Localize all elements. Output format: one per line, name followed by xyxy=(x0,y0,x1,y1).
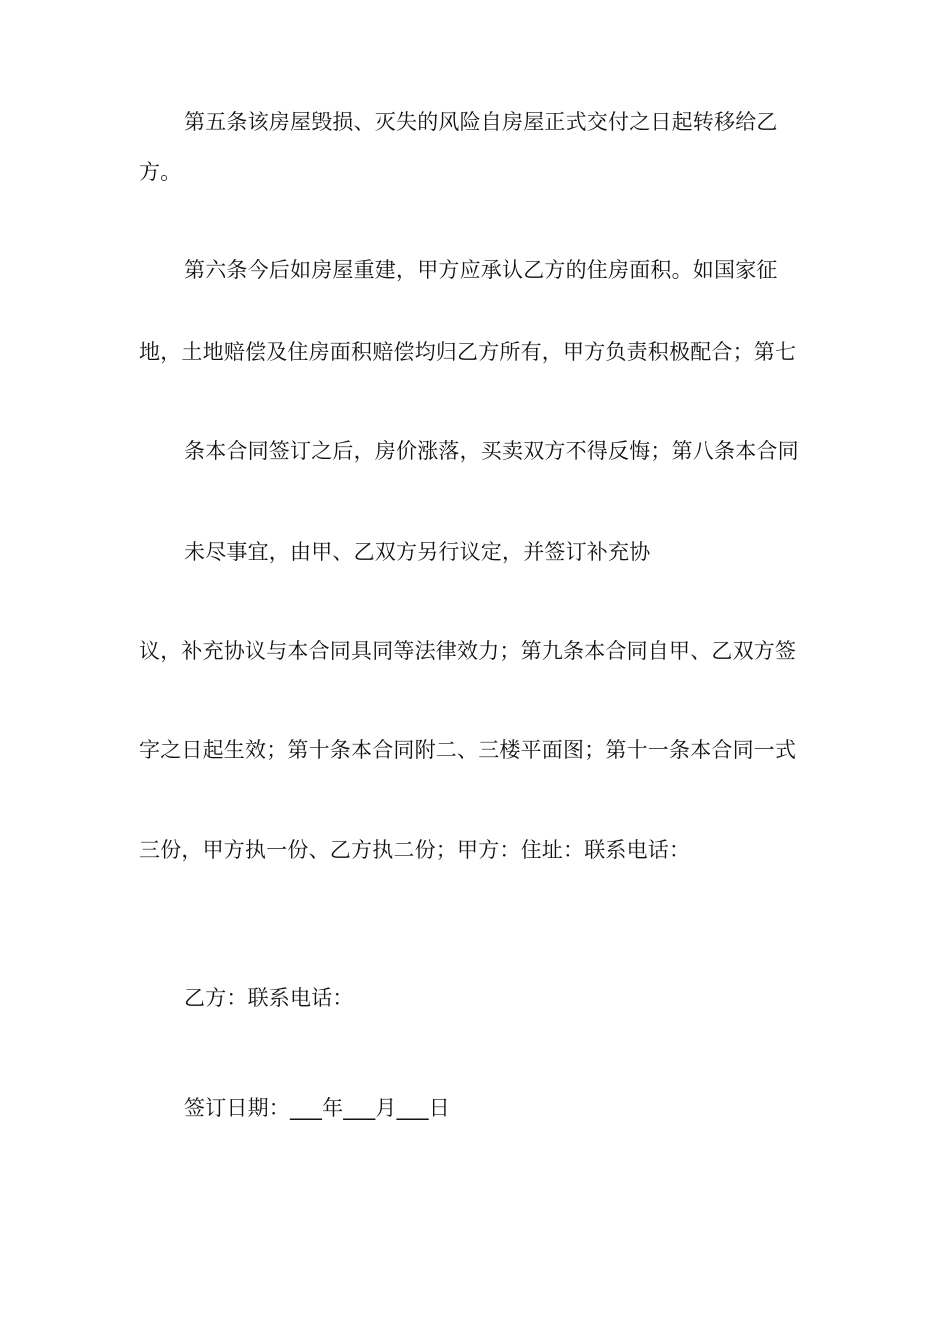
paragraph-line-article-8-cont: 未尽事宜，由甲、乙双方另行议定，并签订补充协 xyxy=(184,540,651,564)
paragraph-line-article-5-cont: 方。 xyxy=(139,160,182,184)
paragraph-line-article-10-11: 字之日起生效；第十条本合同附二、三楼平面图；第十一条本合同一式 xyxy=(139,738,797,762)
paragraph-line-article-6-cont: 地，土地赔偿及住房面积赔偿均归乙方所有，甲方负责积极配合；第七 xyxy=(139,340,797,364)
paragraph-line-party-b: 乙方：联系电话： xyxy=(184,986,354,1010)
signing-date-line: 签订日期：___年___月___日 xyxy=(184,1096,450,1120)
paragraph-line-article-5: 第五条该房屋毁损、灭失的风险自房屋正式交付之日起转移给乙 xyxy=(184,110,778,134)
paragraph-line-article-8-9: 议，补充协议与本合同具同等法律效力；第九条本合同自甲、乙双方签 xyxy=(139,639,797,663)
paragraph-line-party-a: 三份，甲方执一份、乙方执二份；甲方：住址：联系电话： xyxy=(139,838,691,862)
paragraph-line-article-6: 第六条今后如房屋重建，甲方应承认乙方的住房面积。如国家征 xyxy=(184,258,778,282)
paragraph-line-article-7-8: 条本合同签订之后，房价涨落，买卖双方不得反悔；第八条本合同 xyxy=(184,439,799,463)
